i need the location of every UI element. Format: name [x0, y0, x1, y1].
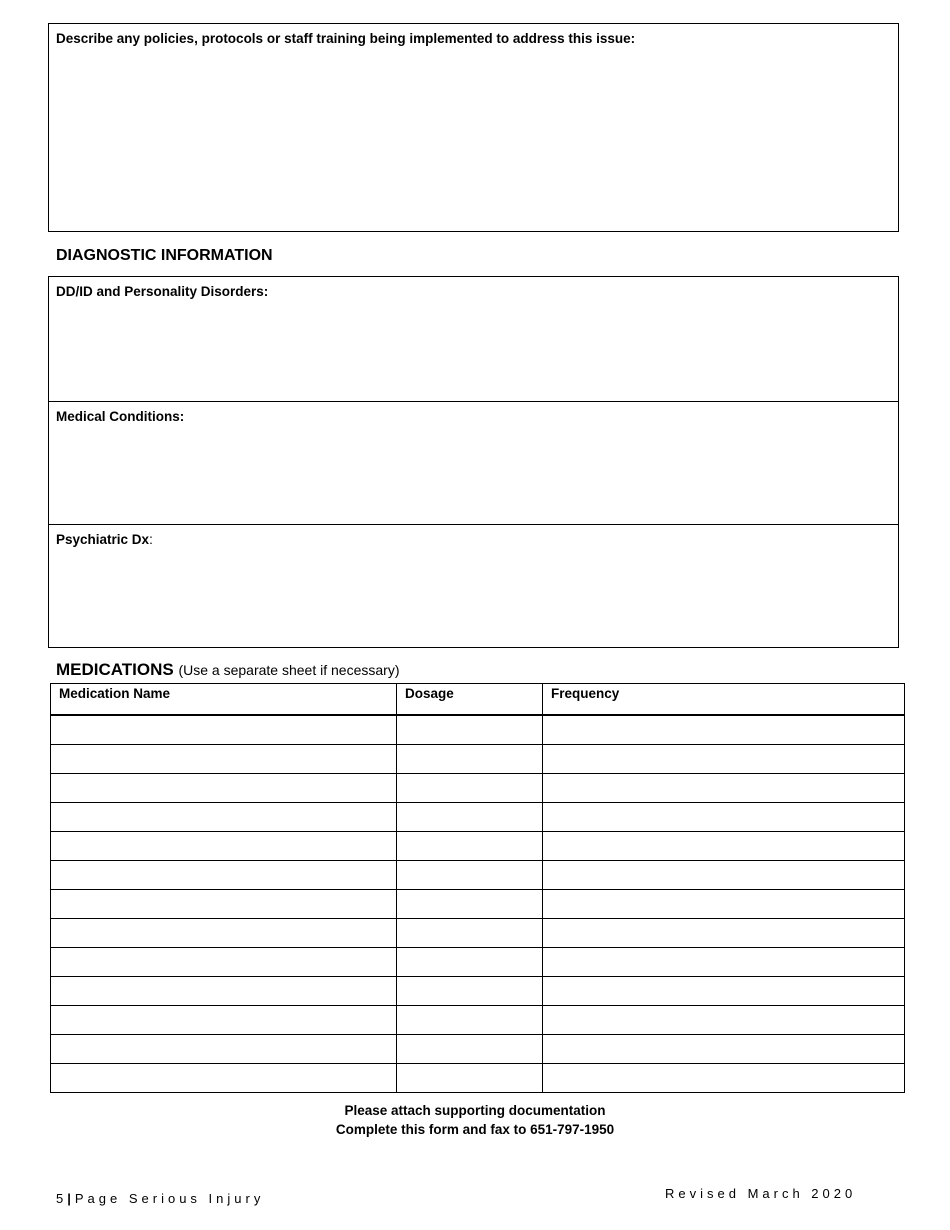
medication-name-cell[interactable] [51, 1064, 397, 1093]
medication-row [51, 919, 905, 948]
frequency-cell[interactable] [543, 890, 905, 919]
medication-row [51, 948, 905, 977]
column-header-frequency: Frequency [543, 684, 905, 716]
medications-header-row [51, 684, 905, 716]
medications-note: (Use a separate sheet if necessary) [178, 662, 400, 678]
dosage-cell[interactable] [397, 715, 543, 745]
medication-name-cell[interactable] [51, 861, 397, 890]
frequency-cell[interactable] [543, 774, 905, 803]
frequency-cell[interactable] [543, 1006, 905, 1035]
medications-body [51, 715, 905, 1093]
medication-row [51, 715, 905, 745]
dosage-cell[interactable] [397, 890, 543, 919]
frequency-cell[interactable] [543, 803, 905, 832]
dosage-cell[interactable] [397, 861, 543, 890]
dosage-cell[interactable] [397, 745, 543, 774]
dosage-cell[interactable] [397, 1064, 543, 1093]
medication-name-cell[interactable] [51, 715, 397, 745]
frequency-cell[interactable] [543, 977, 905, 1006]
page-title: Page Serious Injury [74, 1191, 265, 1206]
medication-name-cell[interactable] [51, 774, 397, 803]
column-header-dosage: Dosage [397, 684, 543, 716]
medication-name-cell[interactable] [51, 745, 397, 774]
frequency-cell[interactable] [543, 1064, 905, 1093]
medical-conditions-label: Medical Conditions: [56, 409, 185, 424]
dosage-cell[interactable] [397, 948, 543, 977]
dosage-cell[interactable] [397, 919, 543, 948]
medication-name-cell[interactable] [51, 803, 397, 832]
medication-row [51, 861, 905, 890]
medication-name-cell[interactable] [51, 832, 397, 861]
medication-name-cell[interactable] [51, 1006, 397, 1035]
medication-name-cell[interactable] [51, 948, 397, 977]
dd-id-personality-field[interactable] [49, 277, 898, 401]
frequency-cell[interactable] [543, 832, 905, 861]
medication-name-cell[interactable] [51, 919, 397, 948]
medication-row [51, 803, 905, 832]
dd-id-personality-label: DD/ID and Personality Disorders: [56, 284, 269, 299]
medication-name-cell[interactable] [51, 977, 397, 1006]
dosage-cell[interactable] [397, 977, 543, 1006]
revision-date: Revised March 2020 [665, 1186, 857, 1201]
medications-table [50, 683, 905, 1093]
frequency-cell[interactable] [543, 745, 905, 774]
medication-row [51, 832, 905, 861]
dosage-cell[interactable] [397, 1035, 543, 1064]
page-footer [56, 1191, 264, 1206]
dosage-cell[interactable] [397, 803, 543, 832]
frequency-cell[interactable] [543, 715, 905, 745]
page-separator: | [67, 1191, 75, 1206]
medication-name-cell[interactable] [51, 1035, 397, 1064]
medication-row [51, 774, 905, 803]
medication-row [51, 890, 905, 919]
diagnostic-table [48, 276, 899, 648]
medication-row [51, 1006, 905, 1035]
frequency-cell[interactable] [543, 1035, 905, 1064]
attach-documentation-note: Please attach supporting documentation [344, 1103, 606, 1118]
psychiatric-dx-label: Psychiatric Dx: [56, 532, 153, 547]
dosage-cell[interactable] [397, 832, 543, 861]
column-header-medication-name: Medication Name [51, 684, 397, 716]
medication-row [51, 1064, 905, 1093]
medication-row [51, 745, 905, 774]
medical-conditions-field[interactable] [49, 401, 898, 525]
policies-label: Describe any policies, protocols or staff training being implemented to address this issue: [56, 31, 636, 46]
fax-instructions-note: Complete this form and fax to 651-797-1950 [335, 1122, 615, 1137]
frequency-cell[interactable] [543, 948, 905, 977]
psychiatric-dx-field[interactable] [49, 524, 898, 648]
dosage-cell[interactable] [397, 1006, 543, 1035]
medication-row [51, 1035, 905, 1064]
policies-field[interactable] [48, 23, 899, 232]
frequency-cell[interactable] [543, 861, 905, 890]
page-number: 5 [56, 1191, 68, 1206]
medication-row [51, 977, 905, 1006]
medications-heading: MEDICATIONS (Use a separate sheet if necessary) [56, 660, 400, 679]
frequency-cell[interactable] [543, 919, 905, 948]
dosage-cell[interactable] [397, 774, 543, 803]
medication-name-cell[interactable] [51, 890, 397, 919]
diagnostic-heading: DIAGNOSTIC INFORMATION [56, 247, 273, 264]
